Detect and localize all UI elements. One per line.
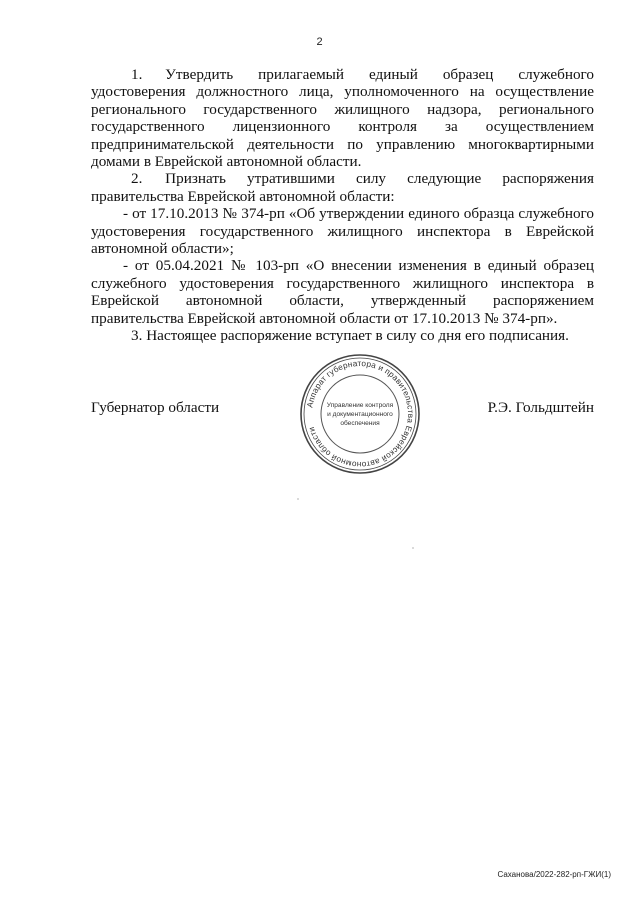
page-number: 2 bbox=[316, 36, 323, 48]
document-reference: Саханова/2022-282-рп-ГЖИ(1) bbox=[497, 870, 611, 879]
signatory-name: Р.Э. Гольдштейн bbox=[487, 399, 594, 416]
stamp-center-line-2: и документационного bbox=[327, 411, 393, 418]
order-body bbox=[91, 66, 594, 345]
stamp-center-line-1: Управление контроля bbox=[326, 402, 394, 409]
paragraph-4: - от 05.04.2021 № 103-рп «О внесении изменения в единый образец служебного удостоверения государственного жилищного инспектора в Еврейской автономной области, утвержденный распоряжением правительства Еврейской автономной области от 17.10.2013 № 374-рп». bbox=[91, 257, 594, 327]
paragraph-2: 2. Признать утратившими силу следующие распоряжения правительства Еврейской автономной области: bbox=[91, 170, 594, 205]
stamp-ring-text: Аппарат губернатора и правительства Еврейской автономной области bbox=[305, 358, 416, 470]
signatory-position: Губернатор области bbox=[91, 399, 220, 416]
paragraph-1: 1. Утвердить прилагаемый единый образец служебного удостоверения должностного лица, уполномоченного на осуществление регионального государственного жилищного надзора, регионального государственного лицензионного контроля за осуществлением предпринимательской деятельности по управлению многоквартирными домами в Еврейской автономной области. bbox=[91, 66, 594, 171]
stamp-center-line-3: обеспечения bbox=[340, 420, 380, 427]
official-stamp bbox=[298, 352, 422, 476]
paragraph-5: 3. Настоящее распоряжение вступает в силу со дня его подписания. bbox=[131, 327, 569, 345]
paragraph-3: - от 17.10.2013 № 374-рп «Об утверждении единого образца служебного удостоверения государственного жилищного инспектора в Еврейской автономной области»; bbox=[91, 205, 594, 258]
scan-speck bbox=[412, 547, 414, 549]
scan-speck bbox=[297, 498, 299, 500]
